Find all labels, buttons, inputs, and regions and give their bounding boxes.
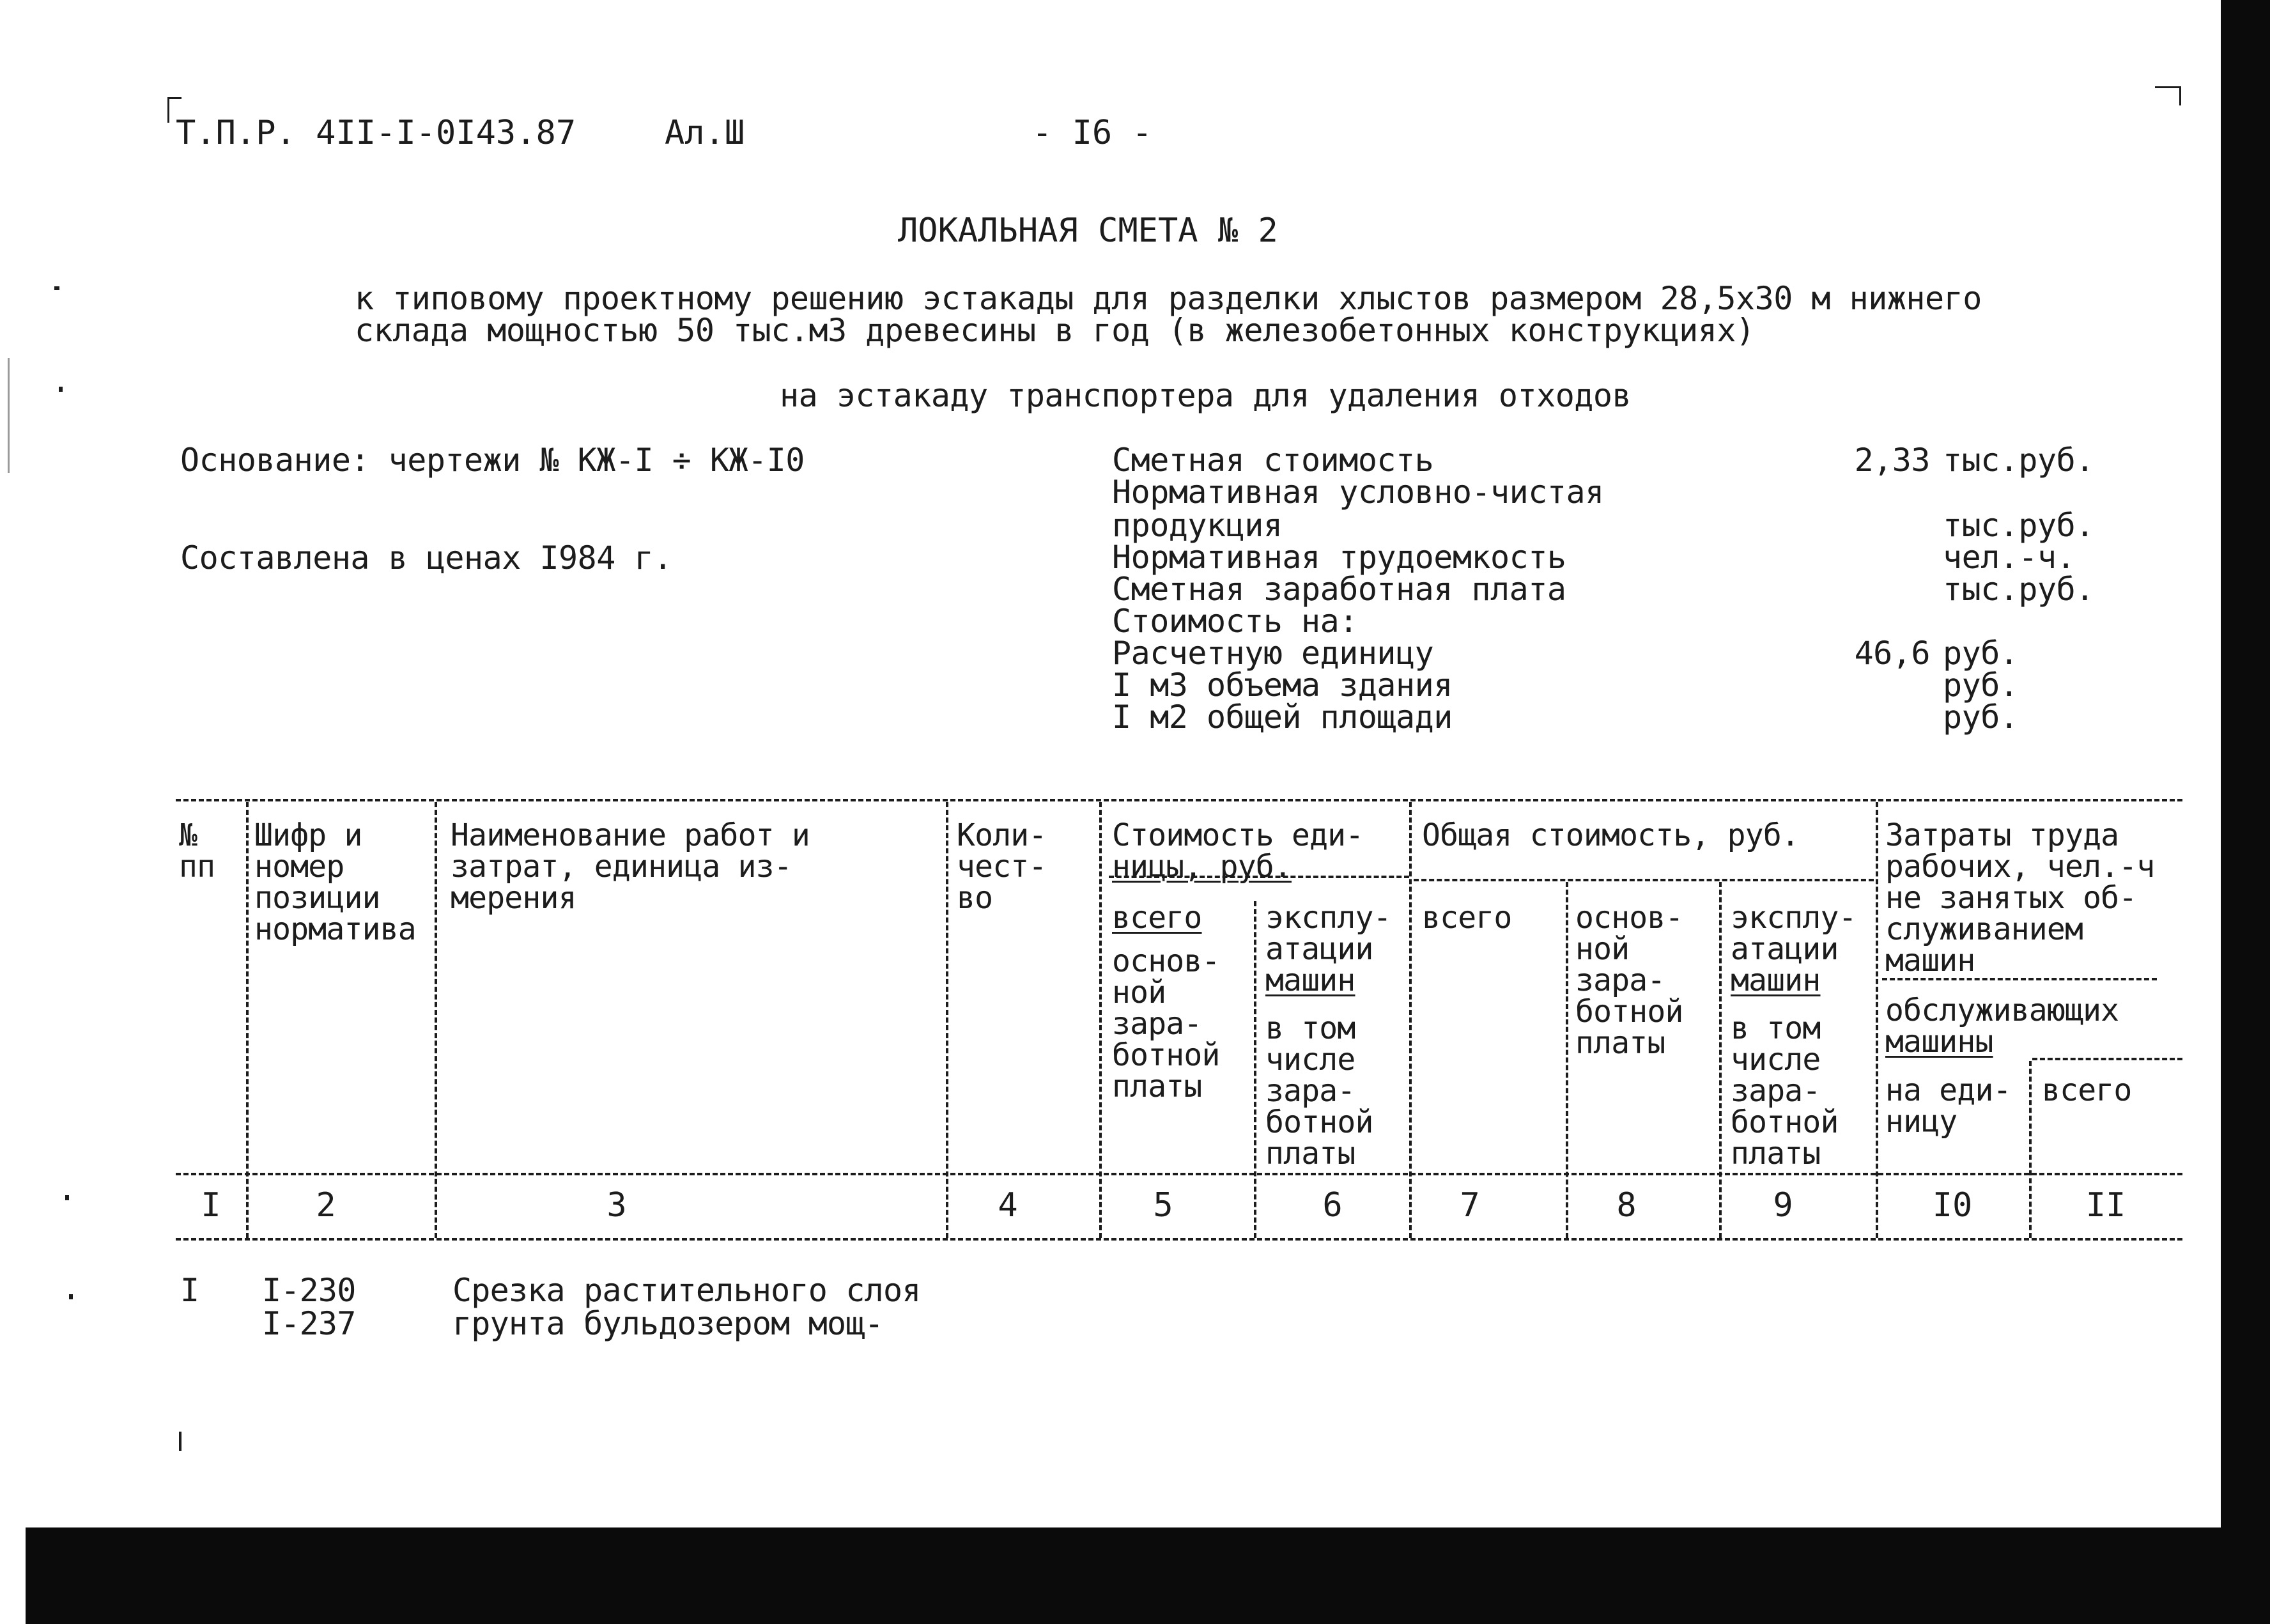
header-total-cost-machines-1: эксплу- xyxy=(1731,900,1857,936)
column-number-10: I0 xyxy=(1932,1186,1973,1225)
column-number-4: 4 xyxy=(998,1186,1018,1225)
rule-under-serving xyxy=(2032,1058,2182,1060)
column-number-6: 6 xyxy=(1322,1186,1343,1225)
header-labor-total: всего xyxy=(2042,1072,2132,1108)
cost-per-label: Стоимость на: xyxy=(1112,603,1358,640)
vrule-5 xyxy=(1254,901,1256,1238)
estimated-cost-value: 2,33 xyxy=(1854,442,1930,479)
estimated-cost-unit: тыс.руб. xyxy=(1943,442,2094,479)
page-number: - I6 - xyxy=(1032,114,1152,152)
header-total-cost-machines-3: машин xyxy=(1731,963,1821,998)
header-labor-per-unit: на еди- ницу xyxy=(1885,1072,2011,1140)
m3-cost-label: I м3 объема здания xyxy=(1112,667,1453,704)
subtitle-line-1: к типовому проектному решению эстакады для разделки хлыстов размером 28,5х30 м нижнего xyxy=(355,280,1982,317)
table-header-bottom-rule xyxy=(176,1173,2182,1175)
header-unit-cost-machines-wage: в том числе зара- ботной платы xyxy=(1265,1010,1373,1172)
table-top-rule xyxy=(176,799,2182,801)
header-labor-3: не занятых об- xyxy=(1885,880,2137,916)
vrule-8 xyxy=(1719,882,1722,1238)
column-number-3: 3 xyxy=(606,1186,627,1225)
header-labor-serving-2: машины xyxy=(1885,1024,1993,1060)
header-total-cost-machines-2: атации xyxy=(1731,931,1839,967)
header-labor-5: машин xyxy=(1885,943,1975,978)
scan-dot xyxy=(59,387,63,392)
scan-dot xyxy=(65,1195,69,1200)
header-labor-serving-1: обслуживающих xyxy=(1885,993,2119,1028)
wage-label: Сметная заработная плата xyxy=(1112,571,1566,608)
subtitle-line-3: на эстакаду транспортера для удаления отходов xyxy=(780,377,1632,414)
header-total-cost-wage: основ- ной зара- ботной платы xyxy=(1575,900,1683,1061)
header-unit-cost: Стоимость еди- xyxy=(1112,817,1364,853)
unit-cost-value: 46,6 xyxy=(1854,635,1930,672)
vrule-1 xyxy=(246,802,249,1238)
unit-cost-unit: руб. xyxy=(1943,635,2019,672)
vrule-10 xyxy=(2029,1061,2032,1238)
net-product-label-2: продукция xyxy=(1112,507,1283,544)
header-labor-4: служиванием xyxy=(1885,911,2083,947)
column-number-9: 9 xyxy=(1773,1186,1793,1225)
rule-under-total-cost xyxy=(1414,879,1874,881)
scan-edge-right xyxy=(2221,0,2270,1624)
m2-cost-label: I м2 общей площади xyxy=(1112,699,1453,736)
column-number-5: 5 xyxy=(1153,1186,1173,1225)
corner-mark-right-down xyxy=(2179,86,2181,105)
net-product-label-1: Нормативная условно-чистая xyxy=(1112,474,1604,511)
header-total-cost-machines-wage: в том числе зара- ботной платы xyxy=(1731,1010,1839,1172)
header-unit-cost-machines-3: машин xyxy=(1265,963,1355,998)
column-number-8: 8 xyxy=(1616,1186,1637,1225)
labor-unit: чел.-ч. xyxy=(1943,539,2076,576)
header-number: № пп xyxy=(179,817,215,885)
table-numbers-bottom-rule xyxy=(176,1238,2182,1241)
document-title: ЛОКАЛЬНАЯ СМЕТА № 2 xyxy=(898,212,1278,250)
vrule-9 xyxy=(1876,802,1878,1238)
scan-edge-bottom xyxy=(26,1527,2270,1624)
corner-mark-left-top xyxy=(167,97,181,99)
header-total-cost: Общая стоимость, руб. xyxy=(1422,817,1800,853)
header-code: Шифр и номер позиции норматива xyxy=(254,817,416,947)
subtitle-line-2: склада мощностью 50 тыс.м3 древесины в год (в железобетонных конструкциях) xyxy=(355,312,1755,349)
document-code: Т.П.Р. 4II-I-0I43.87 xyxy=(176,114,576,152)
basis-drawings: Основание: чертежи № КЖ-I ÷ КЖ-I0 xyxy=(180,442,805,479)
row-1-code: I-230 I-237 xyxy=(262,1272,356,1342)
album-number: Ал.Ш xyxy=(665,114,745,152)
column-number-1: I xyxy=(201,1186,221,1225)
column-number-7: 7 xyxy=(1460,1186,1480,1225)
header-unit-cost-machines-1: эксплу- xyxy=(1265,900,1391,936)
net-product-unit: тыс.руб. xyxy=(1943,507,2094,544)
vrule-6 xyxy=(1409,802,1412,1238)
header-unit-cost-wage: основ- ной зара- ботной платы xyxy=(1112,943,1220,1104)
header-name: Наименование работ и затрат, единица из- мерения xyxy=(451,817,810,916)
basis-prices: Составлена в ценах I984 г. xyxy=(180,539,672,576)
estimated-cost-label: Сметная стоимость xyxy=(1112,442,1434,479)
corner-mark-right xyxy=(2155,86,2181,88)
scan-artifact-line xyxy=(8,358,10,473)
header-total-cost-total: всего xyxy=(1422,900,1512,936)
corner-mark-left xyxy=(167,97,169,123)
header-quantity: Коли- чест- во xyxy=(957,817,1047,916)
column-number-2: 2 xyxy=(316,1186,336,1225)
header-unit-cost-machines-2: атации xyxy=(1265,931,1373,967)
header-unit-cost-2: ницы, руб. xyxy=(1112,849,1292,885)
labor-label: Нормативная трудоемкость xyxy=(1112,539,1566,576)
scan-tick xyxy=(179,1432,181,1451)
unit-cost-label: Расчетную единицу xyxy=(1112,635,1434,672)
row-1-name: Срезка растительного слоя грунта бульдозером мощ- xyxy=(452,1272,921,1342)
wage-unit: тыс.руб. xyxy=(1943,571,2094,608)
scan-dot xyxy=(69,1294,73,1299)
scan-dot xyxy=(54,286,59,290)
m2-cost-unit: руб. xyxy=(1943,699,2019,736)
header-labor-2: рабочих, чел.-ч xyxy=(1885,849,2155,885)
vrule-7 xyxy=(1566,882,1568,1238)
row-1-number: I xyxy=(180,1272,199,1309)
m3-cost-unit: руб. xyxy=(1943,667,2019,704)
header-labor-1: Затраты труда xyxy=(1885,817,2119,853)
header-unit-cost-total: всего xyxy=(1112,900,1202,936)
column-number-11: II xyxy=(2085,1186,2126,1225)
vrule-3 xyxy=(946,802,948,1238)
vrule-2 xyxy=(435,802,437,1238)
vrule-4 xyxy=(1099,802,1102,1238)
